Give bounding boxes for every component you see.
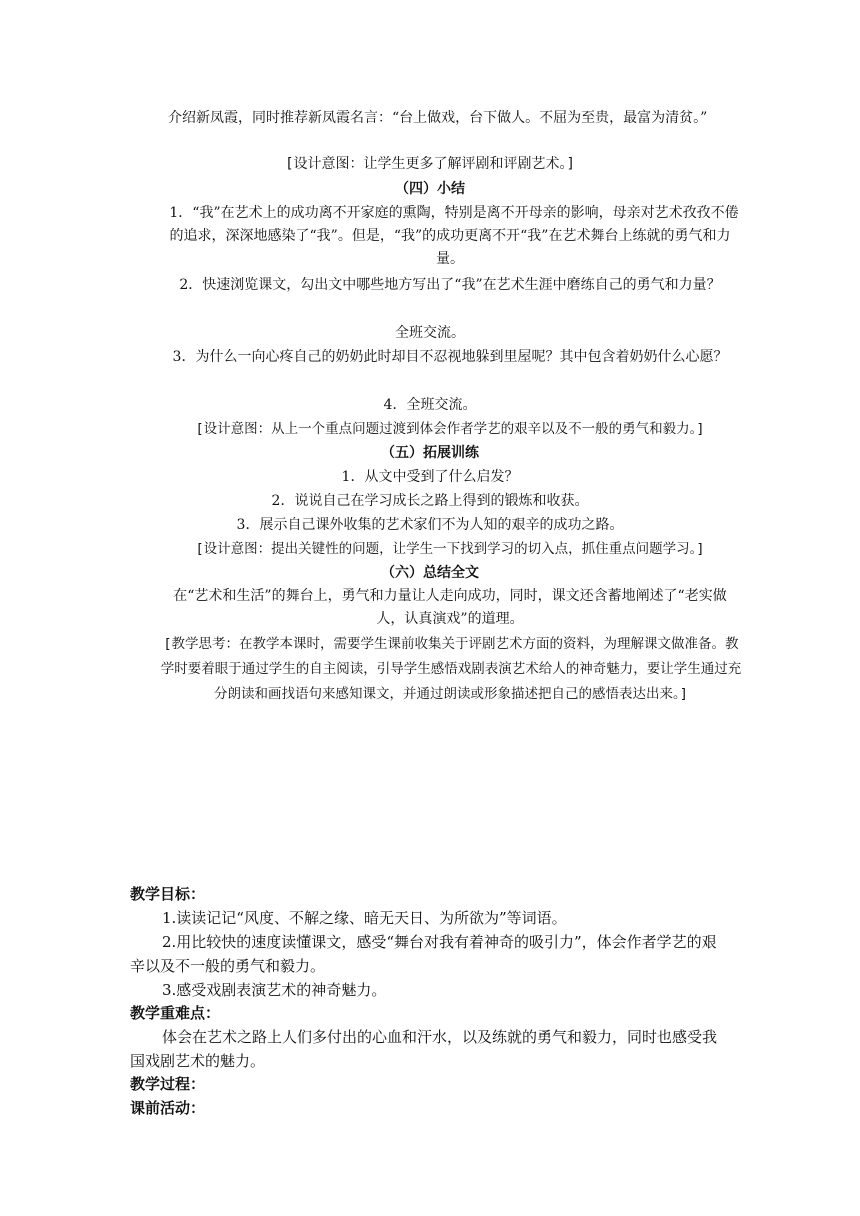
teaching-reflection: [教学思考：在教学本课时，需要学生课前收集关于评剧艺术方面的资料，为理解课文做准备。教学时要着眼于通过学生的自主阅读，引导学生感悟戏剧表演艺术给人的神奇魅力，要让学生通过充分朗读和画找语句来感知课文，并通过朗读或形象描述把自己的感悟表达出来。] bbox=[160, 636, 742, 702]
summary-item-1: 1．“我”在艺术上的成功离不开家庭的熏陶，特别是离不开母亲的影响，母亲对艺术孜孜不倦的追求，深深地感染了“我”。但是，“我”的成功更离不开“我”在艺术舞台上练就的勇气和力量。 bbox=[169, 205, 739, 267]
design-note-1: [设计意图：让学生更多了解评剧和评剧艺术。] bbox=[285, 156, 575, 172]
summary-item-2: 2．快速浏览课文，勾出文中哪些地方写出了“我”在艺术生涯中磨练自己的勇气和力量？ bbox=[179, 277, 721, 293]
goal-1: 1.读读记记“风度、不解之缘、暗无天日、为所欲为”等词语。 bbox=[162, 909, 567, 927]
summary-item-4: 4．全班交流。 bbox=[383, 397, 477, 413]
heading-conclusion: （六）总结全文 bbox=[381, 565, 479, 581]
key-points-text: 体会在艺术之路上人们多付出的心血和汗水，以及练就的勇气和毅力，同时也感受我国戏剧艺术的魅力。 bbox=[130, 1028, 718, 1070]
key-points-heading: 教学重难点： bbox=[130, 1004, 221, 1022]
intro-paragraph: 介绍新凤霞，同时推荐新凤霞名言：“台上做戏，台下做人。不屈为至贵，最富为清贫。” bbox=[168, 110, 708, 126]
extension-item-3: 3．展示自己课外收集的艺术家们不为人知的艰辛的成功之路。 bbox=[236, 517, 624, 533]
conclusion-text: 在“艺术和生活”的舞台上，勇气和力量让人走向成功，同时，课文还含蓄地阐述了“老实做人，认真演戏”的道理。 bbox=[173, 588, 727, 627]
heading-extension: （五）拓展训练 bbox=[381, 445, 479, 461]
goal-2: 2.用比较快的速度读懂课文，感受“舞台对我有着神奇的吸引力”，体会作者学艺的艰辛以及不一般的勇气和毅力。 bbox=[130, 933, 717, 975]
goal-3: 3.感受戏剧表演艺术的神奇魅力。 bbox=[162, 981, 387, 999]
design-note-2: [设计意图：从上一个重点问题过渡到体会作者学艺的艰辛以及不一般的勇气和毅力。] bbox=[195, 421, 705, 437]
extension-item-1: 1．从文中受到了什么启发？ bbox=[341, 469, 519, 485]
extension-item-2: 2．说说自己在学习成长之路上得到的锻炼和收获。 bbox=[271, 493, 589, 509]
design-note-3: [设计意图：提出关键性的问题，让学生一下找到学习的切入点，抓住重点问题学习。] bbox=[195, 541, 705, 557]
heading-summary: （四）小结 bbox=[395, 181, 465, 197]
process-heading: 教学过程： bbox=[130, 1075, 206, 1093]
summary-item-2-sub: 全班交流。 bbox=[395, 325, 465, 341]
goals-heading: 教学目标： bbox=[130, 885, 206, 903]
pre-class-heading: 课前活动： bbox=[130, 1099, 206, 1117]
summary-item-3: 3．为什么一向心疼自己的奶奶此时却目不忍视地躲到里屋呢？其中包含着奶奶什么心愿？ bbox=[172, 349, 728, 365]
